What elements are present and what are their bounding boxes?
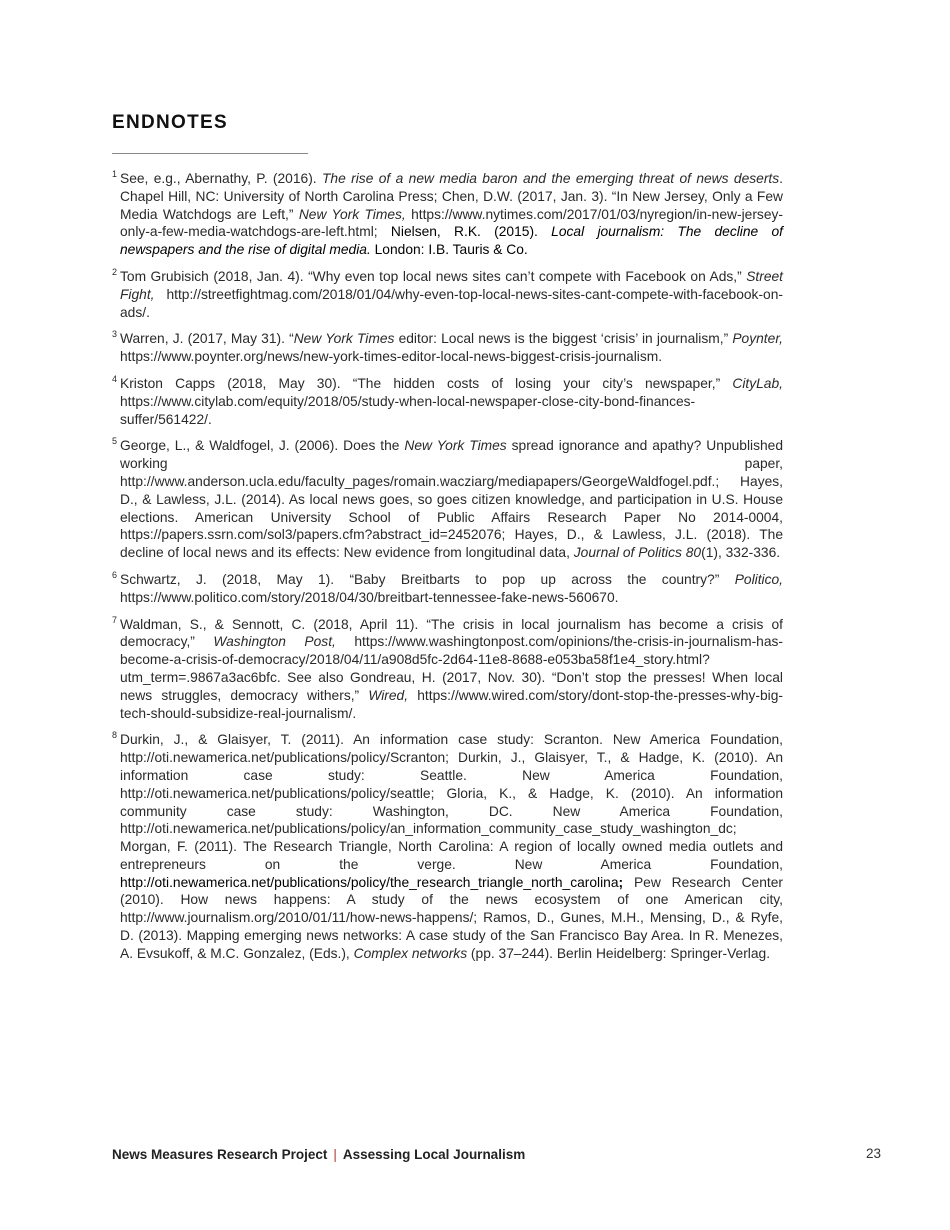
endnote-text: Journal of Politics 80 — [573, 545, 702, 561]
endnote-text: spread ignorance and apathy? Unpublished working paper, http://www.anderson.ucla.edu/faculty_pages/romain.wacziarg/mediapapers/GeorgeWaldfogel.pdf.; Hayes, D., & Lawless, J.L. (2014). As local news goes, so goes citizen knowledge, and participation in U.S. House elections. American University School of Public Affairs Research Paper No 2014-0004, https://papers.ssrn.com/sol3/papers.cfm?abstract_id=2452076; Hayes, D., & Lawless, J.L. (2018). The decline of local news and its effects: New evidence from longitudinal data, — [120, 438, 783, 561]
endnote-text: https://www.citylab.com/equity/2018/05/study-when-local-newspaper-close-city-bond-finances-suffer/561422/. — [120, 393, 696, 427]
endnote-text: http://oti.newamerica.net/publications/policy/the_research_triangle_north_carolina — [120, 874, 619, 890]
endnote-text: Poynter, — [732, 331, 783, 347]
endnote-number: 6 — [112, 569, 118, 580]
endnote-text: Washington Post, — [213, 634, 336, 650]
endnote-text: CityLab, — [732, 375, 783, 391]
footer-project: News Measures Research Project — [112, 1147, 328, 1162]
endnote-text: Tom Grubisich (2018, Jan. 4). “Why even top local news sites can’t compete with Facebook on Ads,” — [120, 268, 747, 284]
endnote-text: Pew Research Center (2010). How news happens: A study of the news ecosystem of one American city, http://www.journalism.org/2010/01/11/how-news-happens/; Ramos, D., Gunes, M.H., Mensing, D., & Ryfe, D. (2013). Mapping emerging news networks: A case study of the San Francisco Bay Area. In R. Menezes, A. Evsukoff, & M.C. Gonzalez, (Eds.), — [120, 874, 783, 961]
endnote-text: http://streetfightmag.com/2018/01/04/why-even-top-local-news-sites-cant-compete-with-facebook-on-ads/. — [120, 286, 783, 320]
endnote-8 — [112, 731, 783, 962]
footer-title: Assessing Local Journalism — [342, 1147, 526, 1162]
endnote-number: 4 — [112, 373, 118, 384]
endnote-number: 5 — [112, 436, 118, 447]
endnote-4 — [112, 375, 783, 428]
endnote-number: 1 — [112, 169, 118, 179]
endnote-2 — [112, 268, 783, 321]
endnote-text: Local journalism: The decline of newspapers and the rise of digital media. — [120, 224, 783, 258]
endnote-1 — [112, 170, 783, 259]
endnote-text: New York Times, — [298, 206, 406, 222]
endnote-text: https://www.nytimes.com/2017/01/03/nyregion/in-new-jersey-only-a-few-media-watchdogs-are-left.html; — [120, 206, 783, 240]
footer-separator: | — [333, 1147, 337, 1162]
endnote-number: 8 — [112, 730, 118, 741]
page-number: 23 — [865, 1146, 881, 1161]
endnote-text: Warren, J. (2017, May 31). “ — [120, 331, 294, 347]
endnote-text: (pp. 37–244). Berlin Heidelberg: Springer-Verlag. — [467, 945, 771, 961]
endnote-text: ; — [618, 874, 624, 890]
heading-rule — [112, 153, 308, 154]
footer — [112, 1147, 525, 1162]
endnote-7 — [112, 616, 783, 723]
endnote-3 — [112, 330, 783, 366]
endnote-text: https://www.wired.com/story/dont-stop-the-presses-why-big-tech-should-subsidize-real-journalism/. — [120, 687, 783, 721]
endnotes-list — [112, 170, 783, 972]
endnote-text: Nielsen, R.K. (2015). — [390, 224, 552, 240]
endnote-text: Wired, — [368, 687, 409, 703]
endnote-text: https://www.politico.com/story/2018/04/30/breitbart-tennessee-fake-news-560670. — [120, 589, 619, 605]
endnote-text: https://www.poynter.org/news/new-york-times-editor-local-news-biggest-crisis-journalism. — [120, 349, 663, 365]
endnote-number: 7 — [112, 614, 118, 625]
endnote-text: Complex networks — [353, 945, 468, 961]
page-heading: ENDNOTES — [112, 112, 228, 133]
endnote-text: Kriston Capps (2018, May 30). “The hidden costs of losing your city’s newspaper,” — [120, 375, 733, 391]
endnote-text: Waldman, S., & Sennott, C. (2018, April 11). “The crisis in local journalism has become a crisis of democracy,” — [120, 616, 783, 650]
endnote-6 — [112, 571, 783, 607]
endnote-text: (1), 332-336. — [701, 545, 781, 561]
endnote-text: Schwartz, J. (2018, May 1). “Baby Breitbarts to pop up across the country?” — [120, 571, 735, 587]
endnote-5 — [112, 437, 783, 562]
endnote-number: 3 — [112, 329, 118, 340]
endnote-text: London: I.B. Tauris & Co. — [370, 242, 528, 258]
endnote-text: Street Fight, — [120, 268, 783, 302]
endnote-text: editor: Local news is the biggest ‘crisis’ in journalism,” — [394, 331, 733, 347]
endnote-text: George, L., & Waldfogel, J. (2006). Does the — [120, 438, 405, 454]
endnote-text: Politico, — [734, 571, 783, 587]
endnote-text: . Chapel Hill, NC: University of North Carolina Press; Chen, D.W. (2017, Jan. 3). “In New Jersey, Only a Few Media Watchdogs are Left,” — [120, 171, 783, 222]
endnote-text: https://www.washingtonpost.com/opinions/the-crisis-in-journalism-has-become-a-crisis-of-democracy/2018/04/11/a908d5fc-2d64-11e8-8688-e053ba58f1e4_story.html?utm_term=.9867a3ac6bfc. See also Gondreau, H. (2017, Nov. 30). “Don’t stop the presses! When local news struggles, democracy withers,” — [120, 634, 783, 703]
endnote-text: New York Times — [293, 331, 395, 347]
endnote-text: New York Times — [404, 438, 507, 454]
endnote-number: 2 — [112, 266, 118, 277]
endnote-text: The rise of a new media baron and the emerging threat of news deserts — [322, 171, 780, 186]
endnote-text: Durkin, J., & Glaisyer, T. (2011). An information case study: Scranton. New America Foundation, http://oti.newamerica.net/publications/policy/Scranton; Durkin, J., Glaisyer, T., & Hadge, K. (2010). An information case study: Seattle. New America Foundation, http://oti.newamerica.net/publications/policy/seattle; Gloria, K., & Hadge, K. (2010). An information community case study: Washington, DC. New America Foundation, http://oti.newamerica.net/publications/policy/an_information_community_case_study_washington_dc; Morgan, F. (2011). The Research Triangle, North Carolina: A region of locally owned media outlets and entrepreneurs on the verge. New America Foundation, — [120, 732, 783, 872]
endnote-text: See, e.g., Abernathy, P. (2016). — [120, 171, 322, 186]
